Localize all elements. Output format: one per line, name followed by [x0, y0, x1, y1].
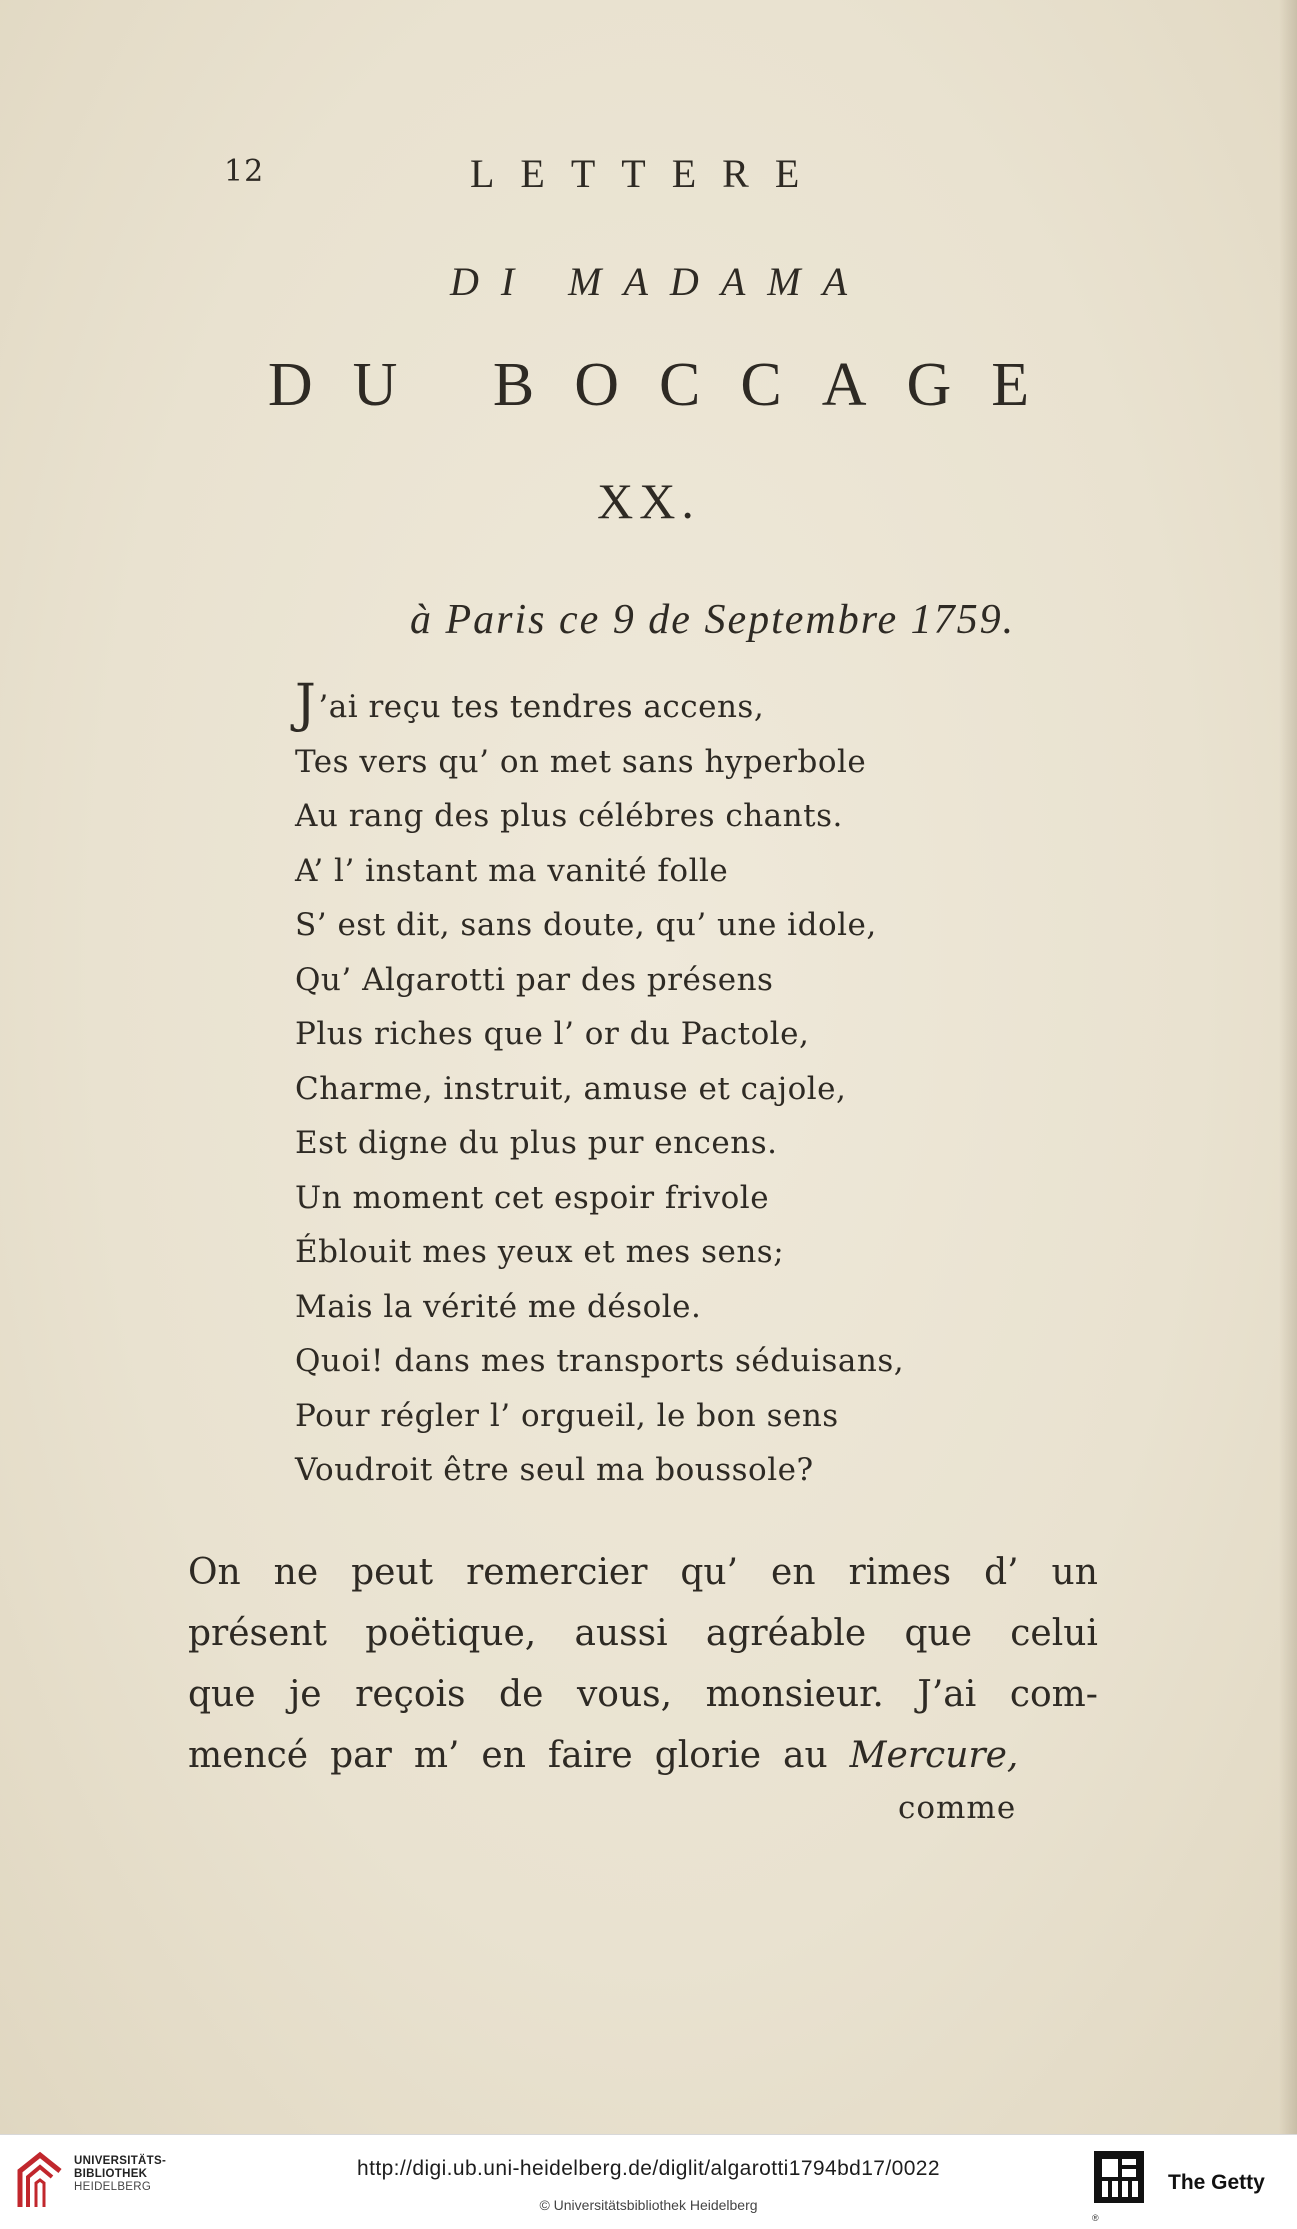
- permalink-url[interactable]: http://digi.ub.uni-heidelberg.de/diglit/algarotti1794bd17/0022: [357, 2157, 940, 2180]
- drop-cap: J: [295, 674, 317, 734]
- prose-line: [188, 1542, 1098, 1603]
- prose-word: au: [783, 1735, 828, 1776]
- letter-subtitle: DI MADAMA: [449, 259, 870, 304]
- prose-word: remercier: [466, 1552, 648, 1593]
- author-name: DU BOCCAGE: [267, 351, 1070, 419]
- prose-word: peut: [351, 1552, 434, 1593]
- prose-word: reçois: [355, 1674, 466, 1715]
- poem: [295, 674, 1095, 1498]
- getty-name[interactable]: The Getty: [1168, 2171, 1265, 2194]
- prose-word: faire: [547, 1735, 633, 1776]
- registered-mark: ®: [1092, 2213, 1099, 2223]
- viewer-footer: [0, 2134, 1297, 2229]
- poem-line: Éblouit mes yeux et mes sens;: [295, 1234, 785, 1270]
- prose-word: agréable: [705, 1613, 867, 1654]
- prose-word: de: [499, 1674, 544, 1715]
- getty-logo-icon[interactable]: [1092, 2149, 1146, 2213]
- letter-number: XX.: [597, 473, 700, 529]
- poem-line: Quoi! dans mes transports séduisans,: [295, 1343, 905, 1379]
- university-library-name[interactable]: UNIVERSITÄTS- BIBLIOTHEK HEIDELBERG: [74, 2155, 167, 2193]
- poem-line: [295, 674, 1095, 735]
- poem-line: A’ l’ instant ma vanité folle: [295, 852, 729, 889]
- prose-line: [188, 1725, 1098, 1786]
- poem-line: Au rang des plus célébres chants.: [295, 798, 843, 834]
- poem-line-text: ’ai reçu tes tendres accens,: [318, 689, 765, 725]
- poem-line: Est digne du plus pur encens.: [295, 1125, 778, 1161]
- poem-line: Pour régler l’ orgueil, le bon sens: [295, 1397, 839, 1434]
- prose-word: présent: [188, 1613, 327, 1654]
- prose-word: par: [330, 1735, 392, 1776]
- prose-word: un: [1051, 1552, 1098, 1593]
- page-edge-shadow: [1279, 0, 1297, 2134]
- prose-word: ne: [273, 1552, 319, 1593]
- poem-line: Charme, instruit, amuse et cajole,: [295, 1070, 847, 1107]
- prose-paragraph: [188, 1542, 1098, 1786]
- poem-line: Tes vers qu’ on met sans hyperbole: [295, 743, 867, 780]
- prose-word: en: [481, 1735, 526, 1776]
- running-title: LETTERE: [470, 151, 826, 196]
- prose-word: rimes: [848, 1552, 952, 1593]
- prose-word: monsieur.: [705, 1674, 884, 1715]
- prose-word: aussi: [574, 1613, 668, 1654]
- prose-word: poëtique,: [365, 1613, 537, 1654]
- prose-word: qu’: [680, 1552, 739, 1593]
- prose-line: [188, 1603, 1098, 1664]
- prose-word: glorie: [654, 1735, 761, 1776]
- prose-word: celui: [1010, 1613, 1098, 1654]
- page-number: 12: [224, 154, 265, 189]
- poem-line: Voudroit être seul ma boussole?: [295, 1452, 814, 1488]
- prose-italic-word: Mercure,: [849, 1735, 1019, 1776]
- copyright-notice: © Universitätsbibliothek Heidelberg: [539, 2197, 758, 2213]
- poem-line: S’ est dit, sans doute, qu’ une idole,: [295, 907, 877, 943]
- page-header: [220, 150, 900, 200]
- poem-line: Qu’ Algarotti par des présens: [295, 961, 774, 998]
- prose-word: com-: [1009, 1674, 1098, 1715]
- prose-word: d’: [984, 1552, 1019, 1593]
- prose-word: mencé: [188, 1735, 309, 1776]
- poem-line: Mais la vérité me désole.: [295, 1288, 702, 1325]
- prose-word: que: [188, 1674, 256, 1715]
- catchword: comme: [898, 1790, 1017, 1826]
- dateline: à Paris ce 9 de Septembre 1759.: [410, 597, 1016, 643]
- poem-line: Plus riches que l’ or du Pactole,: [295, 1016, 810, 1052]
- prose-word: J’ai: [917, 1674, 977, 1715]
- prose-word: vous,: [576, 1674, 673, 1715]
- poem-line: Un moment cet espoir frivole: [295, 1179, 770, 1216]
- prose-word: que: [904, 1613, 973, 1654]
- prose-word: je: [289, 1674, 322, 1715]
- prose-word: On: [188, 1552, 241, 1593]
- prose-word: en: [771, 1552, 816, 1593]
- prose-word: m’: [413, 1735, 460, 1776]
- prose-line: [188, 1664, 1098, 1725]
